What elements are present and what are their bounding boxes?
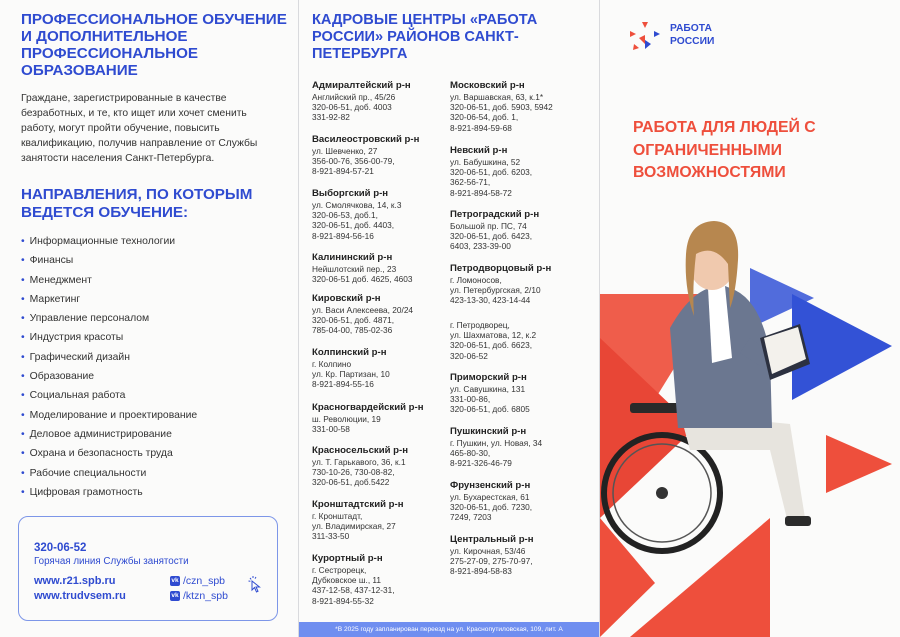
- district-line: ул. Васи Алексеева, 20/24: [312, 305, 414, 315]
- district-block: [312, 188, 462, 241]
- district-line: Нейшлотский пер., 23: [312, 264, 397, 274]
- district-block: [450, 80, 600, 133]
- district-block: [450, 263, 600, 306]
- woman-in-wheelchair-photo: [600, 188, 900, 637]
- district-block: [312, 553, 462, 606]
- district-line: 362-56-71,: [450, 177, 491, 188]
- district-line: 331-00-58: [312, 424, 350, 435]
- training-intro: Граждане, зарегистрированные в качестве безработных, и те, кто ищет или хочет сменить работу, могут пройти обучение, повысить квалификацию, получив направление от Службы занятости населения Санкт-Петербурга.: [21, 93, 258, 165]
- district-line: 320-06-51, доб. 5903, 5942: [450, 102, 553, 113]
- district-line: 320-06-51, доб. 6203,: [450, 167, 533, 178]
- district-block: [312, 134, 462, 177]
- district-line: г. Кронштадт,: [312, 511, 363, 521]
- district-line: 8-921-894-57-21: [312, 166, 374, 177]
- district-line: 320-06-51, доб. 4871,: [312, 315, 395, 326]
- district-line: г. Колпино: [312, 359, 352, 369]
- logo-line: РАБОТА: [670, 23, 712, 34]
- directions-heading: НАПРАВЛЕНИЯ, ПО КОТОРЫМ ВЕДЕТСЯ ОБУЧЕНИЕ:: [21, 186, 253, 221]
- district-line: 6403, 233-39-00: [450, 241, 511, 252]
- district-block: [312, 80, 462, 123]
- district-line: ул. Владимирская, 27: [312, 521, 396, 532]
- district-name: Кронштадтский р-н: [312, 499, 404, 510]
- list-item: • Информационные технологии: [21, 235, 281, 254]
- district-line: 320-06-51, доб.5422: [312, 477, 390, 488]
- district-block: [450, 320, 600, 361]
- district-line: 331-92-82: [312, 112, 350, 123]
- district-line: 320-06-54, доб. 1,: [450, 112, 519, 123]
- website-link-trudvsem[interactable]: www.trudvsem.ru: [34, 590, 126, 602]
- cover-title: РАБОТА ДЛЯ ЛЮДЕЙ С ОГРАНИЧЕННЫМИ ВОЗМОЖНОСТЯМИ: [633, 119, 816, 181]
- district-line: Большой пр. ПС, 74: [450, 221, 527, 231]
- list-item: • Маркетинг: [21, 293, 281, 312]
- list-item: • Индустрия красоты: [21, 331, 281, 350]
- district-line: 730-10-26, 730-08-82,: [312, 467, 395, 478]
- district-line: ш. Революции, 19: [312, 414, 381, 424]
- list-item: • Управление персоналом: [21, 312, 281, 331]
- district-line: г. Ломоносов,: [450, 275, 502, 285]
- social-link-czn[interactable]: [170, 575, 225, 587]
- district-line: 785-04-00, 785-02-36: [312, 325, 393, 336]
- logo-text: [670, 23, 714, 48]
- district-line: 320-06-51, доб. 6423,: [450, 231, 533, 242]
- district-line: 423-13-30, 423-14-44: [450, 295, 531, 306]
- district-name: Центральный р-н: [450, 534, 534, 545]
- district-line: г. Пушкин, ул. Новая, 34: [450, 438, 543, 448]
- panel-training: [0, 0, 298, 637]
- district-name: Выборгский р-н: [312, 188, 389, 199]
- district-name: Адмиралтейский р-н: [312, 80, 411, 91]
- district-line: 320-06-51, доб. 7230,: [450, 502, 533, 513]
- directions-list: [21, 235, 281, 505]
- list-item: • Социальная работа: [21, 389, 281, 408]
- district-line: 320-06-51, доб. 4003: [312, 102, 392, 113]
- district-line: г. Петродворец,: [450, 320, 510, 330]
- district-line: г. Сестрорецк,: [312, 565, 367, 575]
- district-line: Английский пр., 45/26: [312, 92, 396, 102]
- district-line: 8-921-894-58-83: [450, 566, 512, 577]
- contact-box: [18, 516, 278, 621]
- district-block: [312, 347, 462, 390]
- district-line: ул. Шахматова, 12, к.2: [450, 330, 537, 341]
- district-name: Приморский р-н: [450, 372, 527, 383]
- district-line: Дубковское ш., 11: [312, 575, 382, 586]
- district-line: 320-06-51, доб. 6623,: [450, 340, 533, 351]
- district-line: 311-33-50: [312, 531, 350, 542]
- district-line: 8-921-326-46-79: [450, 458, 512, 469]
- district-name: Василеостровский р-н: [312, 134, 420, 145]
- relocation-footnote: *В 2025 году запланирован переезд на ул. Краснопутиловская, 109, лит. А: [299, 622, 599, 637]
- district-line: ул. Бабушкина, 52: [450, 157, 521, 167]
- district-line: 275-27-09, 275-70-97,: [450, 556, 533, 567]
- district-name: Красногвардейский р-н: [312, 402, 424, 413]
- district-line: ул. Петербургская, 2/10: [450, 285, 541, 296]
- district-block: [312, 445, 462, 488]
- list-item: • Образование: [21, 370, 281, 389]
- social-handle: /ktzn_spb: [183, 590, 228, 602]
- district-block: [312, 402, 462, 434]
- district-name: Петродворцовый р-н: [450, 263, 552, 274]
- district-name: Фрунзенский р-н: [450, 480, 531, 491]
- website-link-r21[interactable]: www.r21.spb.ru: [34, 575, 116, 587]
- district-line: 320-06-52: [450, 350, 488, 361]
- hotline-phone[interactable]: 320-06-52: [34, 542, 87, 554]
- district-line: ул. Шевченко, 27: [312, 146, 378, 156]
- district-name: Кировский р-н: [312, 293, 381, 304]
- district-name: Пушкинский р-н: [450, 426, 527, 437]
- district-line: 320-06-53, доб.1,: [312, 210, 378, 221]
- district-line: 437-12-58, 437-12-31,: [312, 585, 395, 596]
- district-name: Красносельский р-н: [312, 445, 409, 456]
- panel-centers: [299, 0, 599, 637]
- social-handle: /czn_spb: [183, 575, 226, 587]
- list-item: • Цифровая грамотность: [21, 486, 281, 505]
- district-name: Московский р-н: [450, 80, 525, 91]
- district-block: [450, 372, 600, 415]
- district-line: ул. Т. Гарькавого, 36, к.1: [312, 457, 406, 467]
- district-line: ул. Кирочная, 53/46: [450, 546, 526, 556]
- district-line: ул. Савушкина, 131: [450, 384, 526, 394]
- district-line: ул. Кр. Партизан, 10: [312, 369, 390, 380]
- district-block: [450, 209, 600, 252]
- district-line: 8-921-894-55-16: [312, 379, 374, 390]
- district-line: ул. Варшавская, 63, к.1*: [450, 92, 544, 102]
- district-name: Калининский р-н: [312, 252, 393, 263]
- district-line: 8-921-894-56-16: [312, 230, 374, 241]
- district-block: [450, 426, 600, 469]
- list-item: • Графический дизайн: [21, 351, 281, 370]
- district-block: [450, 534, 600, 577]
- centers-title: КАДРОВЫЕ ЦЕНТРЫ «РАБОТА РОССИИ» РАЙОНОВ САНКТ-ПЕТЕРБУРГА: [312, 12, 538, 62]
- district-block: [312, 499, 462, 542]
- district-name: Курортный р-н: [312, 553, 383, 564]
- district-line: 320-06-51 доб. 4625, 4603: [312, 274, 413, 285]
- panel-cover: [600, 0, 900, 637]
- district-block: [312, 293, 462, 336]
- district-line: 320-06-51, доб. 4403,: [312, 220, 395, 231]
- pointer-click-icon: [247, 575, 263, 593]
- district-block: [450, 480, 600, 523]
- list-item: • Менеджмент: [21, 274, 281, 293]
- district-name: Колпинский р-н: [312, 347, 387, 358]
- district-name: Петроградский р-н: [450, 209, 540, 220]
- vk-icon: vk: [171, 592, 179, 599]
- list-item: • Охрана и безопасность труда: [21, 447, 281, 466]
- district-line: 8-921-894-58-72: [450, 187, 512, 198]
- social-link-ktzn[interactable]: [170, 590, 228, 602]
- list-item: • Моделирование и проектирование: [21, 409, 281, 428]
- training-title: ПРОФЕССИОНАЛЬНОЕ ОБУЧЕНИЕ И ДОПОЛНИТЕЛЬНОЕ ПРОФЕССИОНАЛЬНОЕ ОБРАЗОВАНИЕ: [21, 11, 287, 79]
- vk-icon: vk: [171, 577, 179, 584]
- district-name: Невский р-н: [450, 145, 508, 156]
- district-line: 8-921-894-55-32: [312, 595, 374, 606]
- hotline-label: Горячая линия Службы занятости: [34, 556, 189, 567]
- district-line: 8-921-894-59-68: [450, 122, 512, 133]
- district-line: 7249, 7203: [450, 512, 492, 523]
- district-line: ул. Бухарестская, 61: [450, 492, 530, 502]
- district-block: [450, 145, 600, 198]
- district-line: 356-00-76, 356-00-79,: [312, 156, 395, 167]
- rabota-rossii-logo-icon: [628, 22, 664, 52]
- list-item: • Рабочие специальности: [21, 467, 281, 486]
- district-line: 465-80-30,: [450, 448, 491, 459]
- district-line: 331-00-86,: [450, 394, 491, 405]
- district-block: [312, 252, 462, 284]
- list-item: • Деловое администрирование: [21, 428, 281, 447]
- district-line: ул. Смолячкова, 14, к.3: [312, 200, 402, 210]
- list-item: • Финансы: [21, 254, 281, 273]
- logo-line: РОССИИ: [670, 35, 715, 47]
- rabota-rossii-logo: [628, 22, 738, 52]
- district-line: 320-06-51, доб. 6805: [450, 404, 530, 415]
